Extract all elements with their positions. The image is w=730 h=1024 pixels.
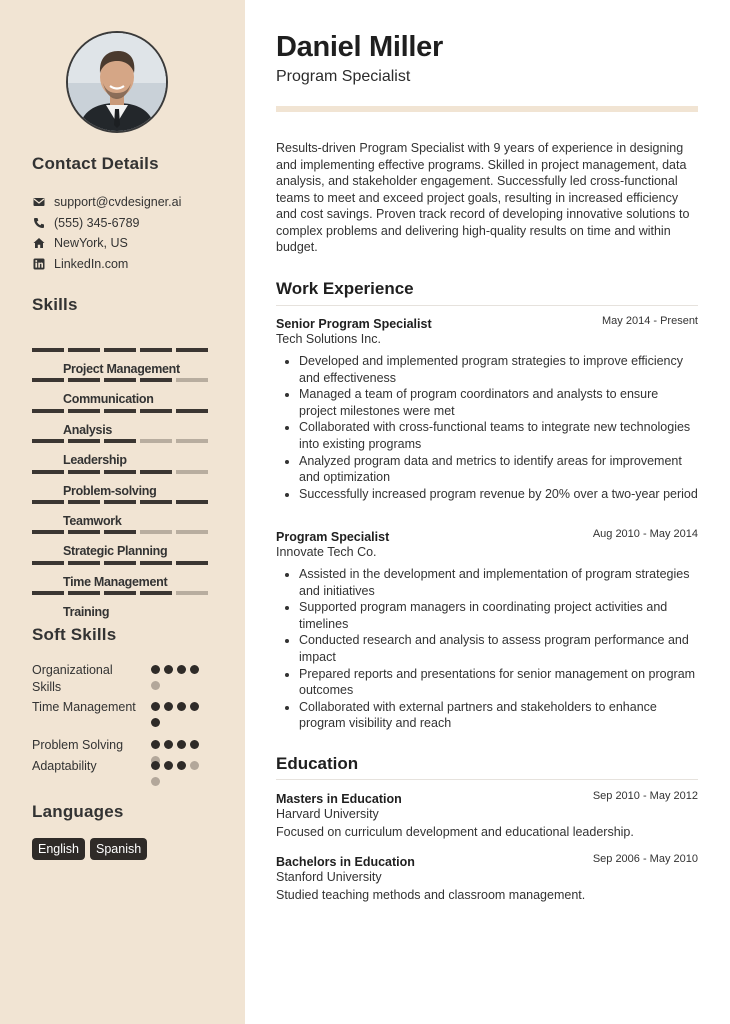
language-pill: Spanish [90, 838, 147, 860]
skill-level-segment [68, 409, 100, 413]
job-bullet: • Developed and implemented program strategies to improve efficiency and effectiveness [299, 353, 698, 386]
degree-description: Studied teaching methods and classroom management. [276, 888, 586, 902]
soft-skill-level-dot [177, 740, 186, 749]
soft-skill-item [32, 737, 217, 758]
skills-section [32, 295, 217, 620]
phone-icon [32, 217, 46, 229]
job-bullet: • Conducted research and analysis to assess program performance and impact [299, 632, 698, 665]
skill-level-segment [104, 530, 136, 534]
skill-name: Training [63, 605, 110, 620]
home-icon [32, 237, 46, 249]
soft-skill-level-dots [151, 662, 203, 690]
section-divider [276, 305, 698, 306]
skill-level-segment [140, 409, 172, 413]
skill-level-segment [176, 561, 208, 565]
degree-title: Masters in Education [276, 792, 402, 806]
job-title: Senior Program Specialist [276, 317, 432, 331]
skill-name: Teamwork [63, 513, 122, 528]
soft-skill-item [32, 758, 217, 779]
skill-name: Communication [63, 392, 154, 407]
skill-name: Leadership [63, 453, 127, 468]
soft-skill-level-dot [151, 777, 160, 786]
envelope-icon [32, 196, 46, 208]
soft-skill-level-dot [177, 761, 186, 770]
soft-skill-level-dot [151, 718, 160, 727]
skill-item [32, 544, 217, 589]
skill-level-segment [140, 561, 172, 565]
skill-level-bars [32, 409, 208, 413]
contact-title: Contact Details [32, 154, 159, 173]
skill-level-segment [32, 591, 64, 595]
skill-name: Analysis [63, 422, 113, 437]
soft-skill-level-dot [177, 665, 186, 674]
soft-skill-level-dot [151, 740, 160, 749]
job-bullet: • Collaborated with cross-functional teams to integrate new technologies into existing programs [299, 419, 698, 452]
languages-title: Languages [32, 802, 124, 821]
contact-email[interactable] [32, 192, 217, 213]
job-company: Innovate Tech Co. [276, 545, 377, 559]
skill-level-segment [32, 561, 64, 565]
soft-skills-list [32, 662, 217, 779]
job-company: Tech Solutions Inc. [276, 332, 381, 346]
job-entry [276, 315, 698, 502]
skill-name: Problem-solving [63, 483, 157, 498]
skill-level-segment [140, 500, 172, 504]
skill-level-bars [32, 530, 208, 534]
degree-date: Sep 2010 - May 2012 [592, 790, 698, 802]
skill-level-segment [68, 530, 100, 534]
soft-skill-level-dot [151, 761, 160, 770]
degree-title: Bachelors in Education [276, 855, 415, 869]
soft-skill-name: Organizational Skills [32, 663, 113, 694]
section-divider [276, 779, 698, 780]
sidebar [0, 0, 245, 1024]
skill-item [32, 574, 217, 620]
skill-level-segment [140, 378, 172, 382]
job-bullet: • Analyzed program data and metrics to identify areas for improvement and optimization [299, 453, 698, 486]
degree-description: Focused on curriculum development and educational leadership. [276, 825, 634, 839]
job-bullet: • Prepared reports and presentations for senior management on program outcomes [299, 666, 698, 699]
soft-skill-name: Time Management [32, 700, 136, 714]
skill-level-segment [176, 409, 208, 413]
skill-level-segment [176, 591, 208, 595]
work-experience-title: Work Experience [276, 279, 414, 298]
skill-level-bars [32, 500, 208, 504]
school-name: Stanford University [276, 870, 382, 884]
header-divider [276, 106, 698, 112]
job-bullet: • Managed a team of program coordinators and analysts to ensure project milestones were met [299, 386, 698, 419]
soft-skills-title: Soft Skills [32, 625, 117, 644]
skill-item [32, 483, 217, 528]
job-bullets [276, 566, 698, 732]
skill-level-segment [32, 530, 64, 534]
education-entry [276, 790, 698, 839]
soft-skill-level-dot [190, 740, 199, 749]
skill-level-segment [32, 348, 64, 352]
soft-skills-section [32, 625, 217, 779]
skill-level-segment [104, 470, 136, 474]
job-bullet: • Assisted in the development and implementation of program strategies and initiatives [299, 566, 698, 599]
languages-list [32, 838, 217, 860]
education-entry [276, 853, 698, 902]
skill-name: Strategic Planning [63, 544, 168, 559]
skill-level-segment [104, 500, 136, 504]
skill-level-segment [68, 591, 100, 595]
skill-level-segment [68, 439, 100, 443]
skill-item [32, 422, 217, 468]
skill-level-segment [176, 470, 208, 474]
skill-level-segment [68, 470, 100, 474]
job-title: Program Specialist [276, 530, 390, 544]
soft-skill-item [32, 662, 217, 699]
skill-item [32, 361, 217, 407]
soft-skill-level-dot [151, 681, 160, 690]
soft-skill-item [32, 699, 217, 737]
contact-linkedin[interactable] [32, 254, 217, 275]
soft-skill-level-dot [164, 740, 173, 749]
skill-level-segment [104, 409, 136, 413]
skill-level-segment [104, 591, 136, 595]
skill-level-segment [68, 500, 100, 504]
summary-text: Results-driven Program Specialist with 9 years of experience in designing and implementing effective programs. Skilled in project management, data analysis, and stakeholder engagement. Successfully led cross-functional teams to meet and exceed project goals, resulting in increased efficiency and cost savings. Proven track record of developing innovative solutions to complex problems and delivering high-quality results on time and within budget. [276, 141, 690, 254]
skill-level-bars [32, 591, 208, 595]
skill-level-bars [32, 348, 208, 352]
soft-skill-level-dot [151, 665, 160, 674]
job-bullet: • Successfully increased program revenue by 20% over a two-year period [299, 486, 698, 503]
avatar [66, 31, 168, 133]
skill-level-segment [176, 500, 208, 504]
contact-phone[interactable] [32, 213, 217, 234]
soft-skill-name: Problem Solving [32, 738, 124, 752]
skill-level-segment [176, 530, 208, 534]
skill-item [32, 453, 217, 498]
soft-skill-level-dot [164, 665, 173, 674]
skill-level-segment [176, 348, 208, 352]
skill-level-segment [32, 439, 64, 443]
skill-level-segment [104, 348, 136, 352]
soft-skill-level-dot [151, 702, 160, 711]
skill-level-bars [32, 439, 208, 443]
skill-level-segment [140, 470, 172, 474]
skill-level-segment [32, 470, 64, 474]
skill-item [32, 331, 217, 376]
job-date: Aug 2010 - May 2014 [592, 528, 698, 540]
skills-list [32, 331, 217, 620]
skill-level-segment [68, 378, 100, 382]
skill-level-segment [140, 591, 172, 595]
contact-location-text: NewYork, US [54, 236, 128, 251]
job-bullets [276, 353, 698, 502]
language-pill: English [32, 838, 85, 860]
contact-email-text: support@cvdesigner.ai [54, 195, 182, 210]
skill-level-bars [32, 378, 208, 382]
soft-skill-level-dot [164, 702, 173, 711]
skill-level-segment [32, 409, 64, 413]
skill-level-bars [32, 470, 208, 474]
school-name: Harvard University [276, 807, 379, 821]
skill-level-segment [140, 348, 172, 352]
soft-skill-name: Adaptability [32, 759, 97, 773]
soft-skill-level-dots [151, 758, 203, 786]
skill-level-segment [104, 378, 136, 382]
soft-skill-level-dot [190, 761, 199, 770]
soft-skill-level-dot [177, 702, 186, 711]
contact-phone-text: (555) 345-6789 [54, 215, 140, 230]
job-date: May 2014 - Present [602, 315, 698, 327]
skill-level-segment [140, 530, 172, 534]
candidate-name: Daniel Miller [276, 31, 443, 63]
soft-skill-level-dot [164, 761, 173, 770]
skill-item [32, 513, 217, 559]
skill-item [32, 392, 217, 437]
skill-level-segment [140, 439, 172, 443]
degree-date: Sep 2006 - May 2010 [592, 853, 698, 865]
job-bullet: • Collaborated with external partners and stakeholders to enhance program visibility and reach [299, 699, 698, 732]
profile-photo [68, 33, 166, 131]
skill-level-segment [68, 348, 100, 352]
soft-skill-level-dot [190, 665, 199, 674]
skills-title: Skills [32, 295, 78, 314]
skill-level-segment [68, 561, 100, 565]
contact-linkedin-text: LinkedIn.com [54, 256, 129, 271]
skill-level-segment [32, 500, 64, 504]
contact-location [32, 233, 217, 254]
skill-level-segment [176, 378, 208, 382]
skill-level-segment [32, 378, 64, 382]
candidate-role: Program Specialist [276, 68, 411, 85]
education-title: Education [276, 754, 359, 773]
skill-level-segment [104, 561, 136, 565]
linkedin-icon [32, 258, 46, 270]
skill-level-bars [32, 561, 208, 565]
job-entry [276, 528, 698, 732]
skill-name: Project Management [63, 362, 180, 376]
skill-level-segment [104, 439, 136, 443]
skill-name: Time Management [63, 574, 168, 589]
skill-level-segment [176, 439, 208, 443]
contact-section [32, 154, 217, 274]
main-content [245, 0, 730, 1024]
job-bullet: • Supported program managers in coordinating project activities and timelines [299, 599, 698, 632]
soft-skill-level-dots [151, 699, 203, 727]
soft-skill-level-dot [190, 702, 199, 711]
languages-section [32, 802, 217, 860]
